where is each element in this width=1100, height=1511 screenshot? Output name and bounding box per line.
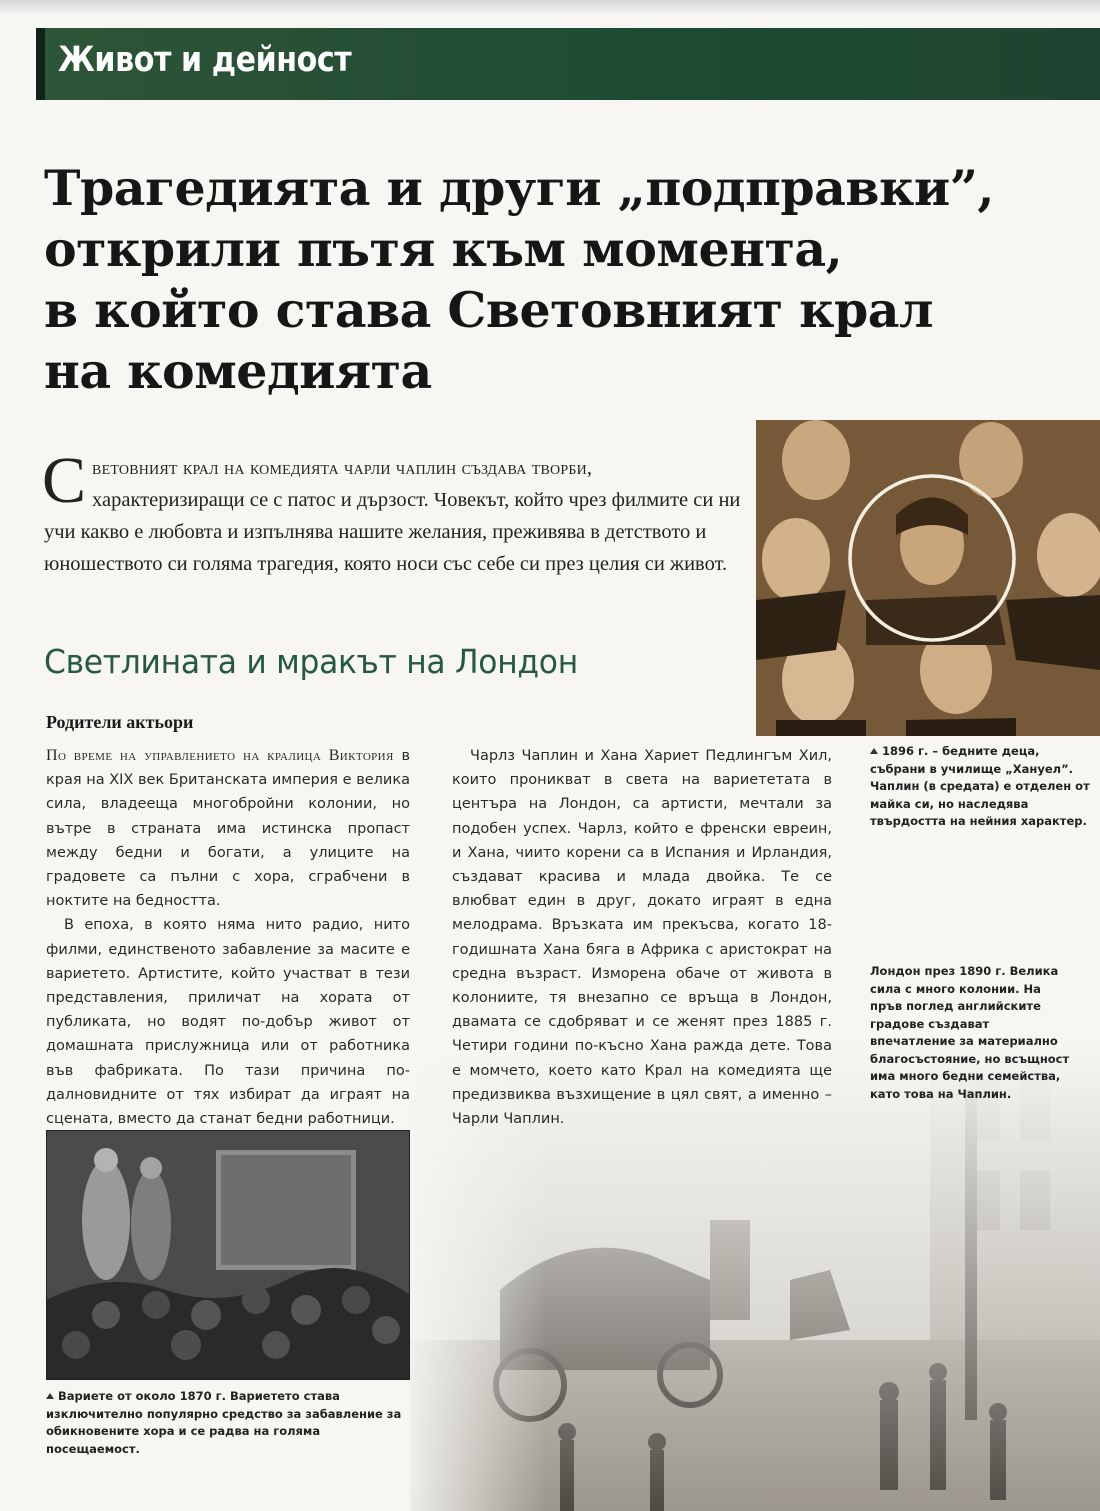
caption-pointer-icon (46, 1393, 54, 1399)
paragraph-caps: По време на управлението на кралица Виктория (46, 747, 394, 764)
column-heading: Родители актьори (46, 712, 194, 732)
lead-caps-text: ветовният крал на комедията чарли чаплин създава творби (92, 457, 587, 479)
variety-caption (46, 1388, 406, 1458)
variety-engraving (46, 1130, 410, 1380)
column-paragraph (46, 744, 410, 913)
caption-text: Вариете от около 1870 г. Вариетето става изключително популярно средство за забавление за обикновените хора и се радва на голяма посещаемост. (46, 1389, 402, 1456)
paragraph-text: в края на XIX век Британската империя е велика сила, владееща многобройни колонии, но вътре в страната има истинска пропаст между бедни и богати, а улиците на градовете са пълни с хора, сграбчени в ноктите на бедността. (46, 748, 410, 910)
schoolchildren-photo (756, 420, 1100, 736)
headline-line: на комедията (44, 342, 432, 400)
lead-paragraph (42, 444, 744, 580)
article-column-1 (46, 744, 410, 1131)
caption-text: 1896 г. – бедните деца, събрани в училище „Хануел”. Чаплин (в средата) е отделен от майка си, но наследява твърдостта на нейния характер. (870, 744, 1090, 828)
column-paragraph: Чарлз Чаплин и Хана Хариет Педлингъм Хил, които проникват в света на вариететата в центъра на Лондон, са артисти, мечтали за подобен успех. Чарлз, който е френски евреин, и Хана, чиито корени са в Испания и Ирландия, създават красива и млада двойка. Те се влюбват един в друг, докато играят в една мелодрама. Връзката им прекъсва, когато 18-годишната Хана бяга в Африка с аристократ на средна възраст. Изморена обаче от живота в колониите, тя внезапно се връща в Лондон, двамата се сдобряват и се женят през 1885 г. Четири години по-късно Хана ражда дете. Това е момчето, което като Крал на комедията ще предизвиква възхищение в цял свят, а именно – Чарли Чаплин. (452, 748, 832, 1128)
column-paragraph: В епоха, в която няма нито радио, нито филми, единственото забавление за масите е вариетето. Артистите, който участват в тези представления, приличат на хората от публиката, но водят по-добър живот от домашната прислужница или от работника във фабриката. По тази причина по-далновидните от тях избират да играят на сцената, вместо да станат бедни работници. (46, 917, 410, 1128)
headline-line: Трагедията и други „подправки”, (44, 159, 994, 217)
london-caption: Лондон през 1890 г. Велика сила с много колонии. На пръв поглед английските градове създават впечатление за материално благосъстояние, но всъщност има много бедни семейства, като това на Чаплин. (870, 964, 1070, 1101)
section-header-bar (36, 28, 1100, 100)
caption-pointer-icon (870, 748, 878, 754)
section-subhead: Светлината и мракът на Лондон (44, 642, 578, 681)
section-title: Живот и дейност (58, 40, 352, 80)
schoolchildren-caption (870, 743, 1090, 831)
drop-cap: С (42, 444, 87, 517)
headline-line: в който става Световният крал (44, 281, 934, 339)
lead-text: , характеризиращи се с патос и дързост. Човекът, който чрез филмите си ни учи какво е любовта и изпълнява нашите желания, преживява в детството и юношеството си голяма трагедия, която носи със себе си през целия си живот. (44, 457, 741, 575)
page-top-edge (0, 0, 1100, 14)
article-headline (44, 158, 1064, 402)
section-header-stripe (36, 28, 45, 100)
article-column-2 (452, 744, 832, 1131)
headline-line: открили пътя към момента, (44, 220, 843, 278)
